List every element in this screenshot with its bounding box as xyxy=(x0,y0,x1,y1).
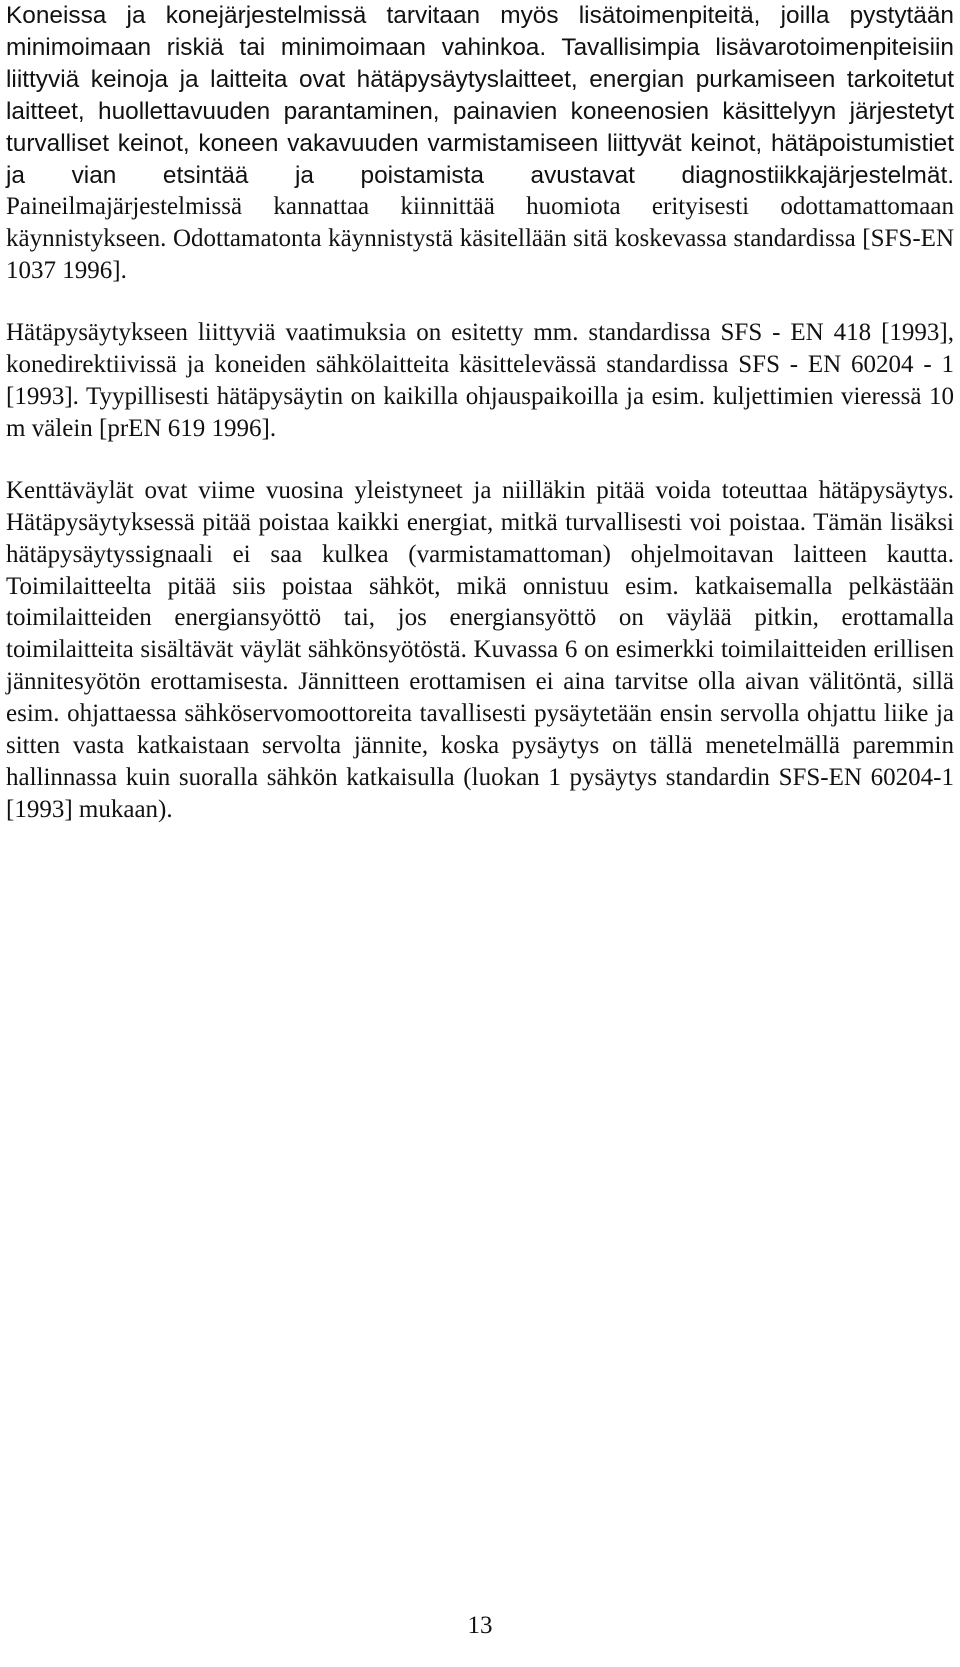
paragraph-1 xyxy=(6,0,954,287)
paragraph-1-text-serif: Paineilmajärjestelmissä kannattaa kiinnittää huomiota erityisesti odottamattomaan käynnistykseen. Odottamatonta käynnistystä käsitellään sitä koskevassa standardissa [SFS-EN 1037 1996]. xyxy=(6,193,954,285)
paragraph-2-text: Hätäpysäytykseen liittyviä vaatimuksia on esitetty mm. standardissa SFS - EN 418 [1993], konedirektiivissä ja koneiden sähkölaitteita käsittelevässä standardissa SFS - EN 60204 - 1 [1993]. Tyypillisesti hätäpysäytin on kaikilla ohjauspaikoilla ja esim. kuljettimien vieressä 10 m välein [prEN 619 1996]. xyxy=(6,319,954,442)
paragraph-3-text: Kenttäväylät ovat viime vuosina yleistyneet ja niilläkin pitää voida toteuttaa hätäpysäytys. Hätäpysäytyksessä pitää poistaa kaikki energiat, mitkä turvallisesti voi poistaa. Tämän lisäksi hätäpysäytyssignaali ei saa kulkea (varmistamattoman) ohjelmoitavan laitteen kautta. Toimilaitteelta pitää siis poistaa sähköt, mikä onnistuu esim. katkaisemalla pelkästään toimilaitteiden energiansyöttö tai, jos energiansyöttö on väylää pitkin, erottamalla toimilaitteita sisältävät väylät sähkönsyötöstä. Kuvassa 6 on esimerkki toimilaitteiden erillisen jännitesyötön erottamisesta. Jännitteen erottamisen ei aina tarvitse olla aivan välitöntä, sillä esim. ohjattaessa sähköservomoottoreita tavallisesti pysäytetään ensin servolla ohjattu liike ja sitten vasta katkaistaan servolta jännite, koska pysäytys on tällä menetelmällä paremmin hallinnassa kuin suoralla sähkön katkaisulla (luokan 1 pysäytys standardin SFS-EN 60204-1 [1993] mukaan). xyxy=(6,476,954,823)
paragraph-2 xyxy=(6,317,954,445)
document-page xyxy=(6,0,954,826)
paragraph-3 xyxy=(6,475,954,826)
paragraph-1-text-sans: Koneissa ja konejärjestelmissä tarvitaan myös lisätoimenpiteitä, joilla pystytään minimoimaan riskiä tai minimoimaan vahinkoa. Tavallisimpia lisävarotoimenpiteisiin liittyviä keinoja ja laitteita ovat hätäpysäytyslaitteet, energian purkamiseen tarkoitetut laitteet, huollettavuuden parantaminen, painavien koneenosien käsittelyyn järjestetyt turvalliset keinot, koneen vakavuuden varmistamiseen liittyvät keinot, hätäpoistumistiet ja vian etsintää ja poistamista avustavat diagnostiikkajärjestelmät. xyxy=(6,2,954,189)
page-number: 13 xyxy=(467,1612,493,1639)
